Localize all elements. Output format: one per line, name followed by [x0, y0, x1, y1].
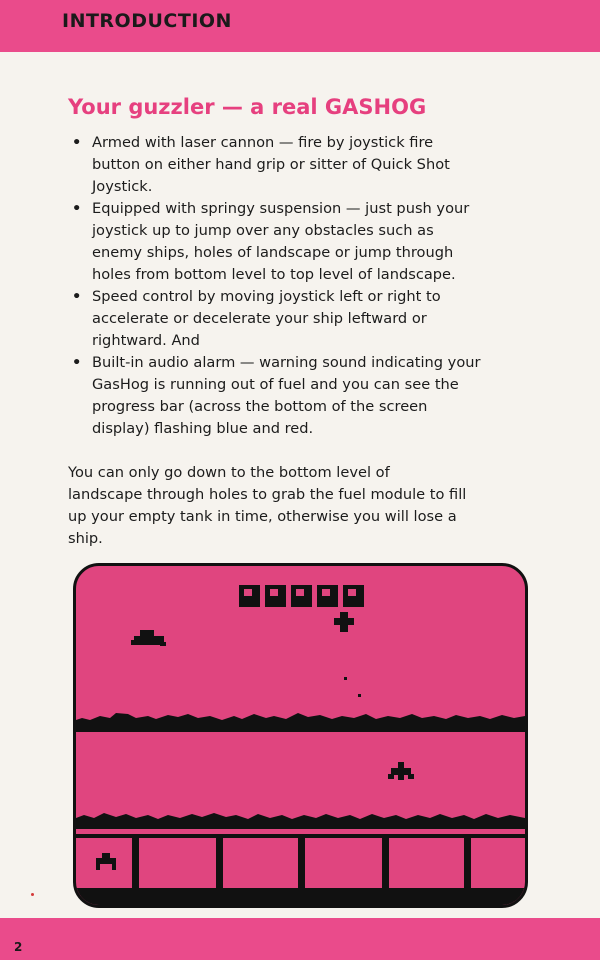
- progress-bar: [76, 838, 525, 905]
- text-line: progress bar (across the bottom of the screen: [92, 398, 428, 415]
- score-digit: [317, 585, 338, 607]
- text-line: GasHog is running out of fuel and you can see the: [92, 376, 459, 393]
- text-line: rightward. And: [92, 332, 200, 349]
- bullet-icon: •: [72, 354, 82, 371]
- feature-item: [72, 132, 562, 198]
- text-line: accelerate or decelerate your ship leftward or: [92, 310, 427, 327]
- score-digit: [239, 585, 260, 607]
- bullet-icon: •: [72, 134, 82, 151]
- bullet-icon: •: [72, 288, 82, 305]
- text-line: holes from bottom level to top level of landscape.: [92, 266, 456, 283]
- text-line: landscape through holes to grab the fuel module to fill: [68, 486, 467, 503]
- score-digit: [343, 585, 364, 607]
- score-digit: [291, 585, 312, 607]
- text-line: button on either hand grip or sitter of Quick Shot: [92, 156, 450, 173]
- text-line: up your empty tank in time, otherwise you will lose a: [68, 508, 457, 525]
- score-display: [239, 585, 364, 607]
- text-line: ship.: [68, 530, 103, 547]
- feature-list: [72, 132, 562, 440]
- page-heading: Your guzzler — a real GASHOG: [68, 95, 427, 119]
- text-line: Armed with laser cannon — fire by joystick fire: [92, 134, 434, 151]
- footer-band: [0, 918, 600, 960]
- fuel-paragraph: [68, 462, 546, 550]
- print-mark: [31, 893, 34, 896]
- text-line: Equipped with springy suspension — just push your: [92, 200, 470, 217]
- feature-item: [72, 198, 562, 286]
- bullet-icon: •: [72, 200, 82, 217]
- ground-line: [76, 834, 525, 838]
- feature-item: [72, 286, 562, 352]
- text-line: enemy ships, holes of landscape or jump through: [92, 244, 454, 261]
- shot-dot: [358, 694, 361, 697]
- text-line: You can only go down to the bottom level of: [68, 464, 390, 481]
- feature-item: [72, 352, 562, 440]
- text-line: Joystick.: [92, 178, 153, 195]
- player-ship-icon: [96, 853, 116, 870]
- shot-dot: [344, 677, 347, 680]
- text-line: display) flashing blue and red.: [92, 420, 314, 437]
- text-line: joystick up to jump over any obstacles such as: [92, 222, 434, 239]
- game-screenshot: [73, 563, 528, 908]
- bomb-icon: [334, 612, 354, 632]
- score-digit: [265, 585, 286, 607]
- enemy-ship-icon: [131, 630, 166, 646]
- game-scene: [76, 566, 525, 905]
- upper-landscape: [76, 713, 525, 732]
- page-number: 2: [14, 940, 23, 954]
- lower-landscape: [76, 813, 525, 829]
- text-line: Speed control by moving joystick left or right to: [92, 288, 441, 305]
- text-line: Built-in audio alarm — warning sound indicating your: [92, 354, 481, 371]
- enemy-craft-icon: [388, 762, 414, 780]
- section-title: INTRODUCTION: [62, 10, 232, 32]
